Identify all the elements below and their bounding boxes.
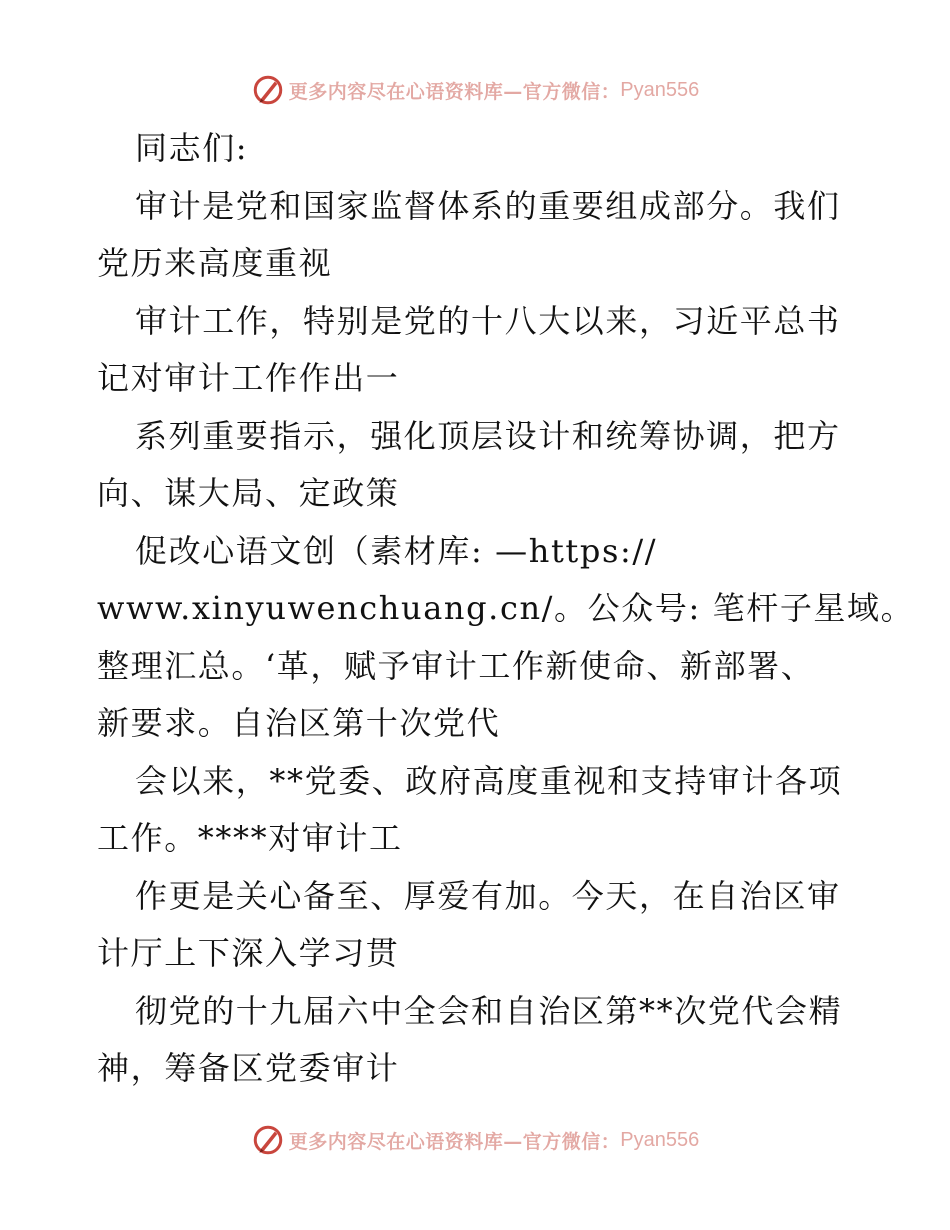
header-banner: [0, 70, 950, 110]
text-line: 向、谋大局、定政策: [97, 474, 400, 512]
text-line: www.xinyuwenchuang.cn/。公众号: 笔杆子星域。: [97, 589, 915, 627]
text-line: 同志们:: [135, 129, 249, 167]
text-line: 审计工作，特别是党的十八大以来，习近平总书: [135, 301, 841, 340]
document-body: [97, 120, 915, 1098]
red-pen-logo-icon: [251, 1123, 285, 1157]
text-line: 神，筹备区党委审计: [97, 1049, 400, 1087]
text-line: 会以来，**党委、政府高度重视和支持审计各项: [135, 761, 843, 800]
text-line: 审计是党和国家监督体系的重要组成部分。我们: [135, 186, 841, 225]
banner-text: 更多内容尽在心语资料库—官方微信：: [288, 1130, 621, 1153]
banner-text: 更多内容尽在心语资料库—官方微信：: [288, 80, 621, 103]
text-line: 计厅上下深入学习贯: [97, 934, 400, 972]
red-pen-logo-icon: [251, 73, 285, 107]
wechat-id: Pyan556: [620, 1128, 700, 1151]
text-line: 系列重要指示，强化顶层设计和统筹协调，把方: [135, 416, 841, 455]
text-line: 促改心语文创（素材库: —https://: [135, 531, 658, 570]
text-line: 记对审计工作作出一: [97, 359, 400, 397]
text-line: 工作。****对审计工: [97, 819, 403, 857]
wechat-id: Pyan556: [620, 78, 700, 101]
text-line: 新要求。自治区第十次党代: [97, 704, 501, 742]
footer-banner: [0, 1120, 950, 1160]
text-line: 党历来高度重视: [97, 244, 333, 282]
text-line: 整理汇总。‘革，赋予审计工作新使命、新部署、: [97, 646, 815, 685]
text-line: 作更是关心备至、厚爱有加。今天，在自治区审: [135, 876, 841, 915]
text-line: 彻党的十九届六中全会和自治区第**次党代会精: [135, 991, 843, 1030]
